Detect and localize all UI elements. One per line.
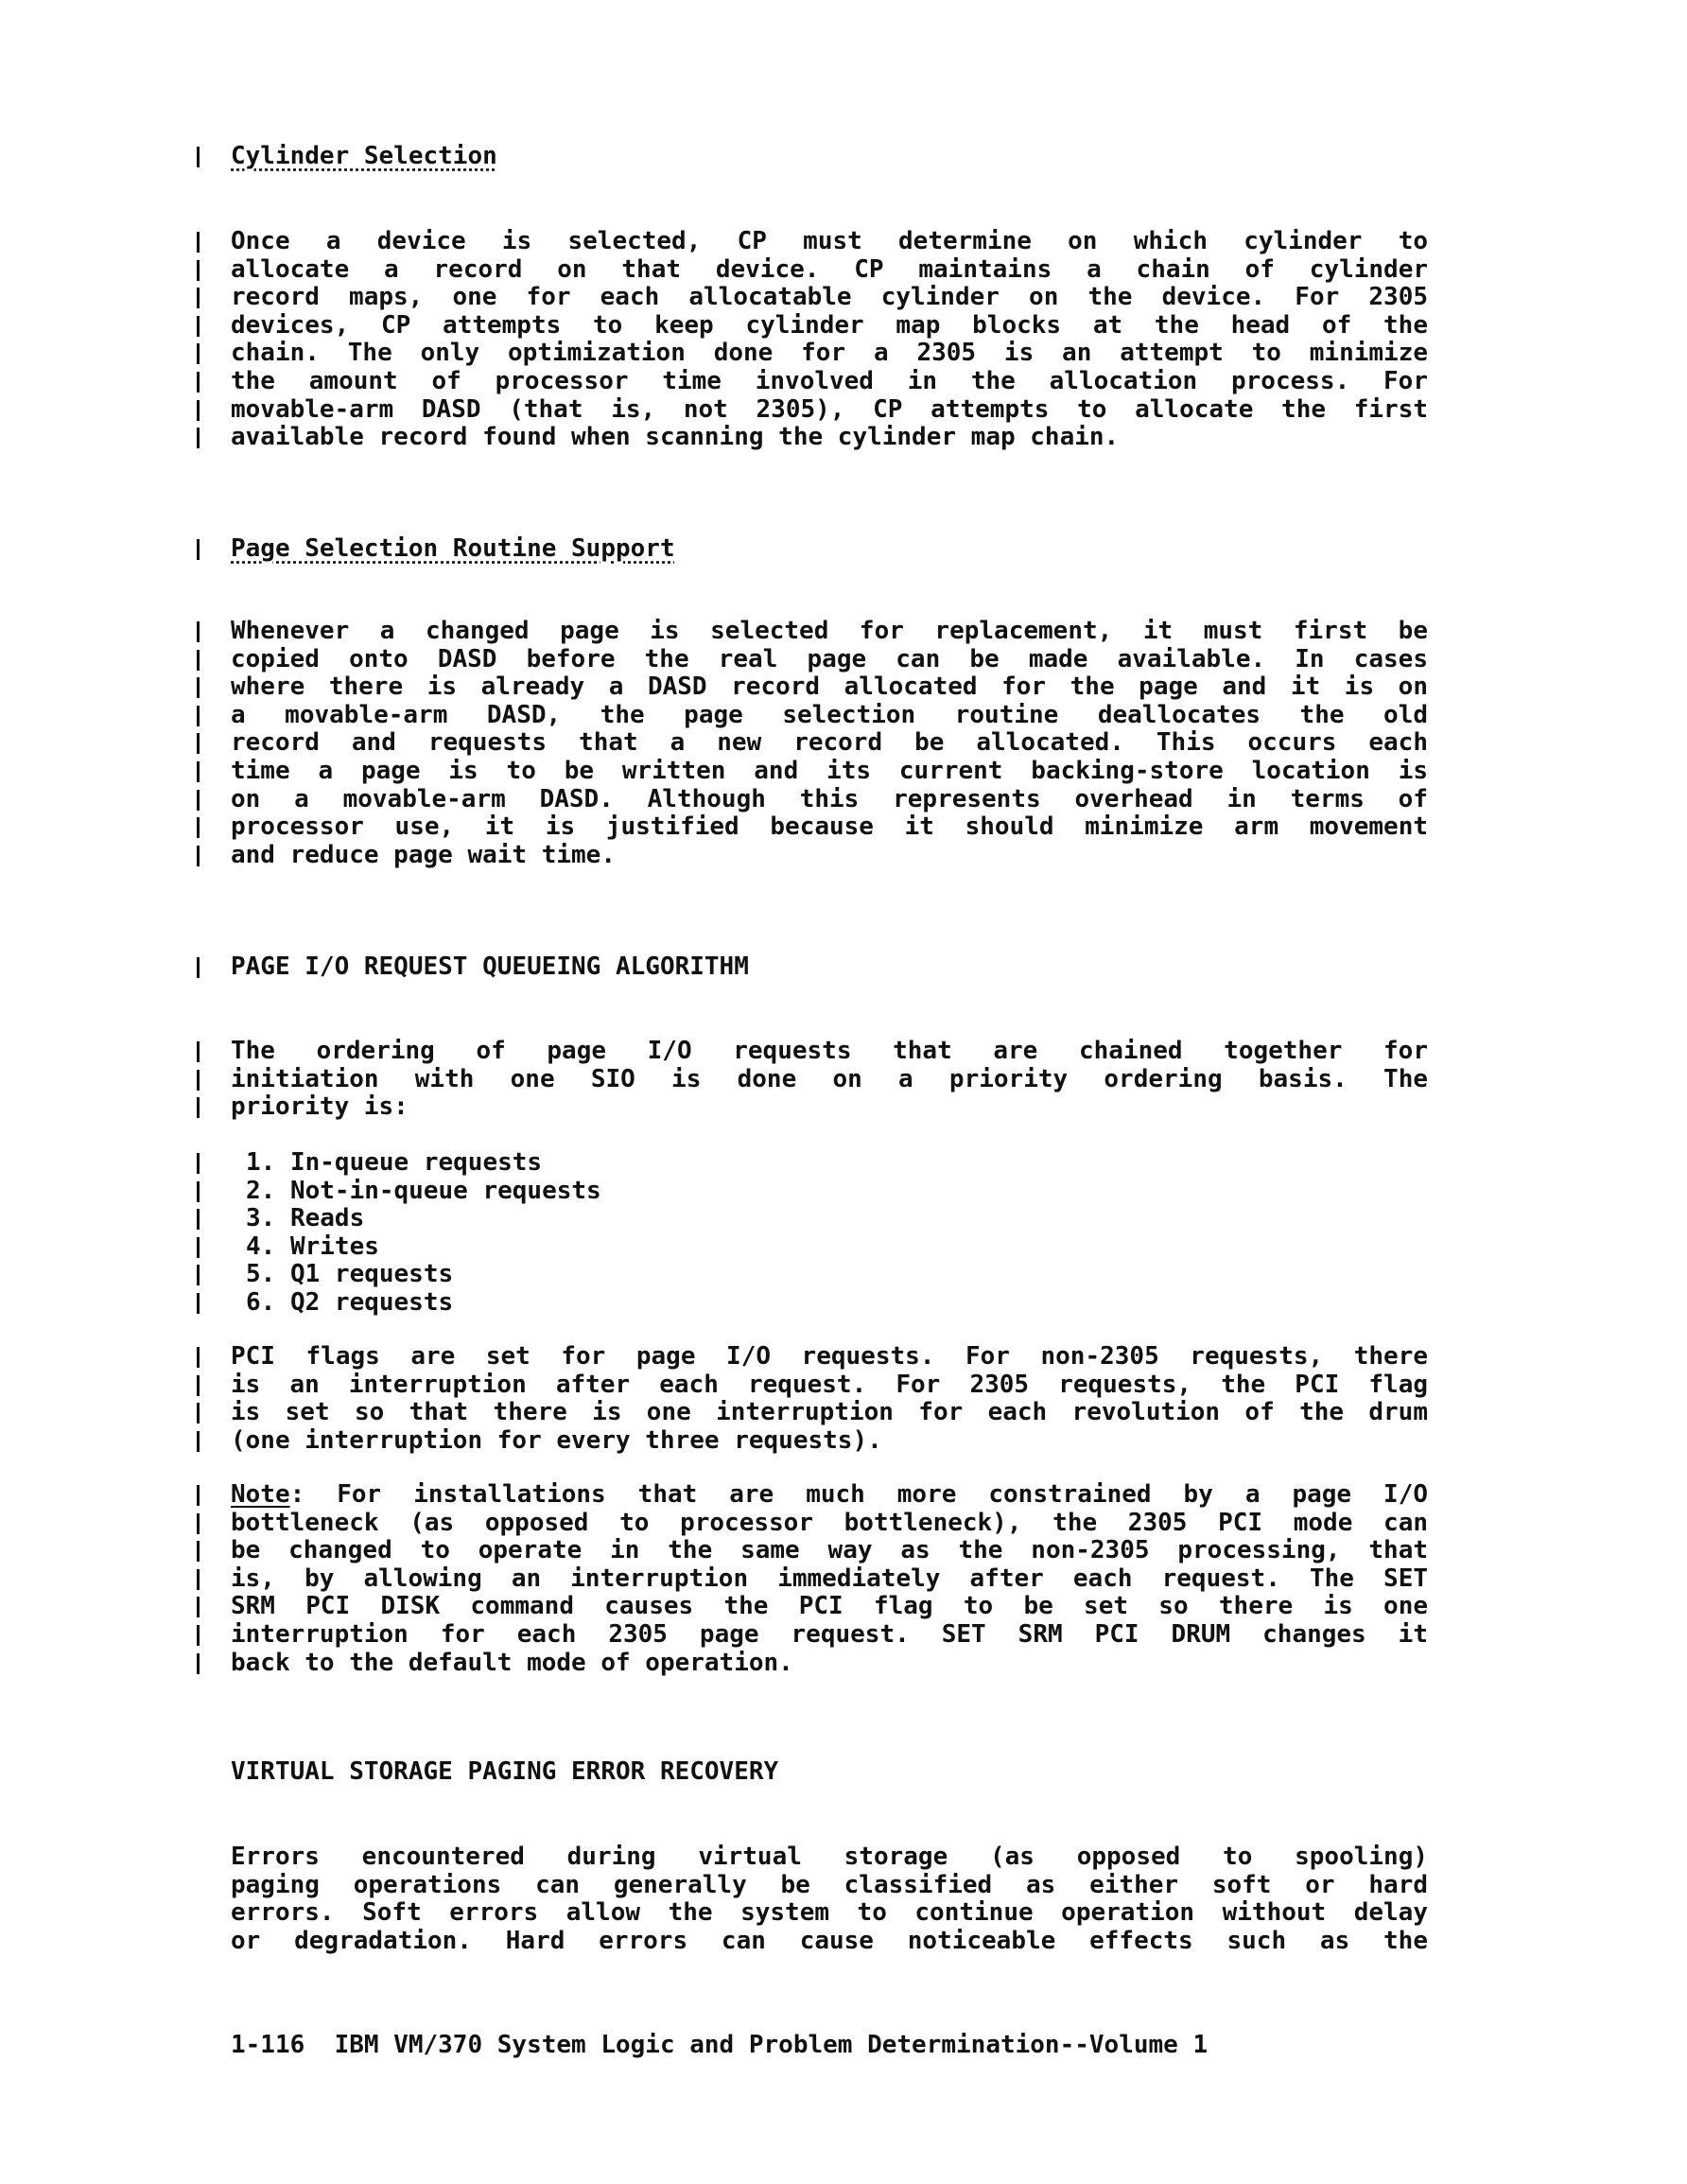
section-cylinder-selection xyxy=(199,143,1466,171)
text-line: or degradation. Hard errors can cause noticeable effects such as the xyxy=(231,1926,1428,1955)
text-line: movable-arm DASD (that is, not 2305), CP attempts to allocate the first xyxy=(199,396,1466,425)
text-line: and reduce page wait time. xyxy=(199,842,1466,870)
text-line: allocate a record on that device. CP maintains a chain of cylinder xyxy=(199,256,1466,285)
section-page-selection xyxy=(199,535,1466,564)
text-line: PCI flags are set for page I/O requests. For non-2305 requests, there xyxy=(199,1343,1466,1372)
paragraph-cylinder-selection xyxy=(199,228,1466,452)
paragraph-ordering-intro xyxy=(199,1038,1466,1122)
note-label: Note xyxy=(231,1480,290,1509)
text-line: devices, CP attempts to keep cylinder map blocks at the head of the xyxy=(199,312,1466,341)
text-line: a movable-arm DASD, the page selection routine deallocates the old xyxy=(199,702,1466,730)
text-line: paging operations can generally be classified as either soft or hard xyxy=(231,1870,1428,1899)
section-heading: VIRTUAL STORAGE PAGING ERROR RECOVERY xyxy=(231,1757,779,1786)
text-line: errors. Soft errors allow the system to continue operation without delay xyxy=(231,1898,1428,1928)
text-line: the amount of processor time involved in the allocation process. For xyxy=(199,368,1466,396)
list-item: 3. Reads xyxy=(199,1205,1466,1233)
text-line: copied onto DASD before the real page can be made available. In cases xyxy=(199,646,1466,674)
text-line: Note: For installations that are much more constrained by a page I/O xyxy=(199,1481,1466,1510)
paragraph-page-selection xyxy=(199,618,1466,869)
text-line: record and requests that a new record be allocated. This occurs each xyxy=(199,729,1466,758)
list-item: 4. Writes xyxy=(199,1233,1466,1262)
paragraph-paging-errors xyxy=(199,1843,1466,1955)
section-heading: Page Selection Routine Support xyxy=(199,535,1466,564)
text-line: interruption for each 2305 page request. SET SRM PCI DRUM changes it xyxy=(199,1621,1466,1650)
text-line: is set so that there is one interruption for each revolution of the drum xyxy=(199,1399,1466,1427)
note-block xyxy=(199,1481,1466,1677)
list-item: 1. In-queue requests xyxy=(199,1149,1466,1178)
text-line: record maps, one for each allocatable cylinder on the device. For 2305 xyxy=(199,284,1466,312)
page-footer: 1-116 IBM VM/370 System Logic and Problem Determination--Volume 1 xyxy=(231,2031,1209,2059)
paragraph-pci-flags xyxy=(199,1343,1466,1455)
text-line: Once a device is selected, CP must determine on which cylinder to xyxy=(199,228,1466,256)
text-line: bottleneck (as opposed to processor bottleneck), the 2305 PCI mode can xyxy=(199,1510,1466,1538)
text-line: where there is already a DASD record allocated for the page and it is on xyxy=(199,673,1466,702)
text-line: is an interruption after each request. For 2305 requests, the PCI flag xyxy=(199,1372,1466,1400)
text-line: SRM PCI DISK command causes the PCI flag to be set so there is one xyxy=(199,1593,1466,1621)
text-line: The ordering of page I/O requests that are chained together for xyxy=(199,1038,1466,1066)
list-item: 2. Not-in-queue requests xyxy=(199,1178,1466,1206)
section-heading: PAGE I/O REQUEST QUEUEING ALGORITHM xyxy=(199,953,1466,982)
list-item: 6. Q2 requests xyxy=(199,1289,1466,1318)
text-line: Whenever a changed page is selected for replacement, it must first be xyxy=(199,618,1466,646)
section-page-io-queueing xyxy=(199,953,1466,982)
text-line: be changed to operate in the same way as the non-2305 processing, that xyxy=(199,1537,1466,1565)
text-line: chain. The only optimization done for a 2305 is an attempt to minimize xyxy=(199,340,1466,368)
text-line: is, by allowing an interruption immediately after each request. The SET xyxy=(199,1565,1466,1594)
text-line: (one interruption for every three requests). xyxy=(199,1427,1466,1456)
text-line: Errors encountered during virtual storage (as opposed to spooling) xyxy=(231,1843,1428,1871)
text-line: available record found when scanning the cylinder map chain. xyxy=(199,424,1466,452)
priority-list xyxy=(199,1149,1466,1318)
section-heading: Cylinder Selection xyxy=(199,143,1466,171)
text-line: time a page is to be written and its current backing-store location is xyxy=(199,758,1466,786)
text-line: priority is: xyxy=(199,1093,1466,1122)
text-line: on a movable-arm DASD. Although this represents overhead in terms of xyxy=(199,786,1466,814)
section-paging-error-recovery xyxy=(199,1758,1466,1787)
text-line: processor use, it is justified because it should minimize arm movement xyxy=(199,813,1466,842)
list-item: 5. Q1 requests xyxy=(199,1261,1466,1289)
text-line: back to the default mode of operation. xyxy=(199,1650,1466,1678)
text-line: initiation with one SIO is done on a priority ordering basis. The xyxy=(199,1066,1466,1094)
